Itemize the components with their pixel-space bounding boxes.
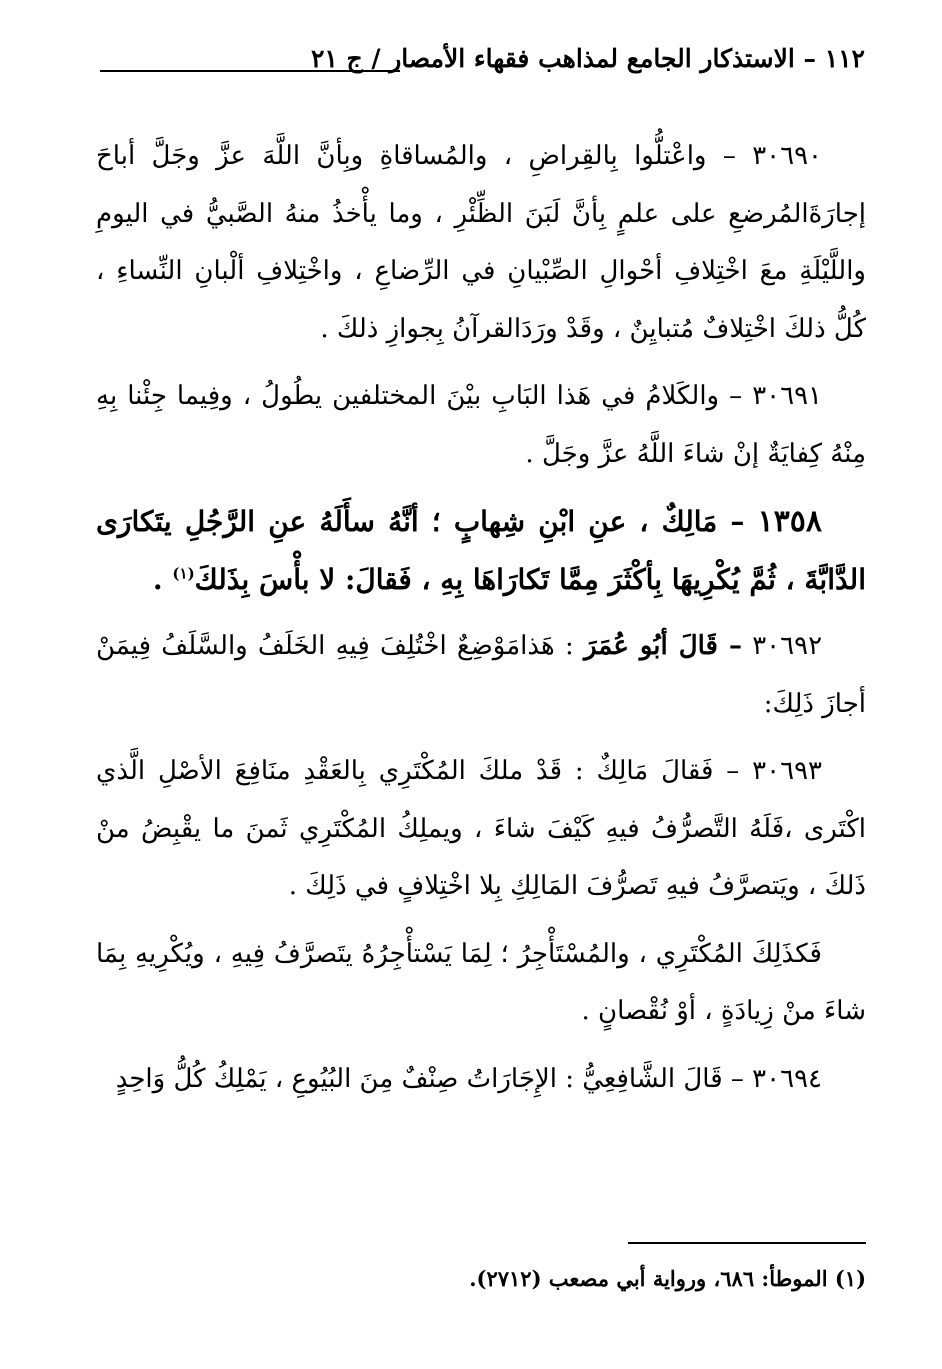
hadith-end: . <box>152 562 163 596</box>
paragraph-text: : هَذامَوْضِعٌ اخْتُلِفَ فِيهِ الخَلَفُ والسَّلَفُ فِيمَنْ أجازَ ذَلِكَ: <box>96 631 866 719</box>
header-rule <box>100 70 400 72</box>
main-text <box>96 128 866 1118</box>
running-title: ١١٢ – الاستذكار الجامع لمذاهب فقهاء الأمصار / ج ٢١ <box>310 44 865 73</box>
paragraph-30694 <box>96 1051 866 1109</box>
paragraph-30690 <box>96 128 866 358</box>
paragraph-30691 <box>96 368 866 483</box>
footnote-separator <box>628 1242 866 1244</box>
paragraph-text: – والكَلامُ في هَذا البَابِ بيْنَ المختلفين يطُولُ ، وفِيما جِئْنا بِهِ مِنْهُ كِفايَةٌ إنْ شاءَ اللَّهُ عزَّ وجَلَّ . <box>96 381 866 469</box>
paragraph-continuation <box>96 926 866 1041</box>
paragraph-number: ٣٠٦٩٤ <box>752 1063 822 1094</box>
paragraph-text: – قَالَ الشَّافِعِيُّ : الإِجَارَاتُ صِنْفٌ مِنَ البُيُوعِ ، يَمْلِكُ كُلُّ وَاحِدٍ <box>115 1063 744 1094</box>
footnote-reference: (١) <box>172 564 195 583</box>
paragraph-number: ٣٠٦٩١ <box>752 381 823 411</box>
paragraph-30692 <box>96 618 866 733</box>
paragraph-number: ٣٠٦٩٢ <box>752 631 823 661</box>
hadith-narrator: – مَالِكٌ <box>661 505 745 538</box>
paragraph-text: – واعْتلُّوا بِالقِراضِ ، والمُساقاةِ وبِأنَّ اللَّهَ عزَّ وجَلَّ أباحَ إجارَةَالمُرضعِ على علمٍ بِأنَّ لَبَنَ الظِّئْرِ ، وما يأْخذُ منهُ الصَّبيُّ في اليومِ واللَّيْلَةِ معَ اخْتِلافِ أحْوالِ الصِّبْيانِ في الرِّضاعِ ، واخْتِلافِ ألْبانِ النِّساءِ ، كُلُّ ذلكَ اخْتِلافٌ مُتبايِنٌ ، وقَدْ ورَدَالقرآنُ بِجوازِ ذلكَ . <box>96 141 866 344</box>
paragraph-text: فَكذَلِكَ المُكْتَرِي ، والمُسْتَأْجِرُ ؛ لِمَا يَسْتأْجِرُهُ يتَصرَّفُ فِيهِ ، ويُكْرِيهِ بِمَا شاءَ منْ زِيادَةٍ ، أوْ نُقْصانٍ . <box>96 938 866 1026</box>
footnote: (١) الموطأ: ٦٨٦، ورواية أبي مصعب (٢٧١٢). <box>469 1266 866 1291</box>
speaker-label: – قَالَ أبُو عُمَرَ <box>583 631 742 661</box>
page-header <box>100 40 865 80</box>
hadith-number: ١٣٥٨ <box>757 504 822 539</box>
paragraph-number: ٣٠٦٩٣ <box>752 756 822 786</box>
hadith-text: ، عنِ ابْنِ شِهابٍ ؛ أنَّهُ سأَلَهُ عنِ الرَّجُلِ يتَكارَى الدَّابَّةَ ، ثُمَّ يُكْرِيهَا بِأكْثَرَ مِمَّا تَكارَاهَا بِهِ ، فَقالَ: لا بأْسَ بِذَلكَ <box>96 505 866 596</box>
paragraph-text: – فَقالَ مَالِكٌ : قَدْ ملكَ المُكْتَرِي بِالعَقْدِ منَافِعَ الأصْلِ الَّذي اكْتَرى ،فَلَهُ التَّصرُّفُ فيهِ كَيْفَ شاءَ ، ويملِكُ المُكْتَرِي ثَمنَ ما يقْبِضُ منْ ذَلكَ ، ويَتصرَّفُ فيهِ تَصرُّفَ المَالِكِ بِلا اخْتِلافٍ في ذَلِكَ . <box>96 756 866 901</box>
hadith-1358 <box>96 493 866 608</box>
paragraph-30693 <box>96 743 866 916</box>
paragraph-number: ٣٠٦٩٠ <box>752 141 823 171</box>
